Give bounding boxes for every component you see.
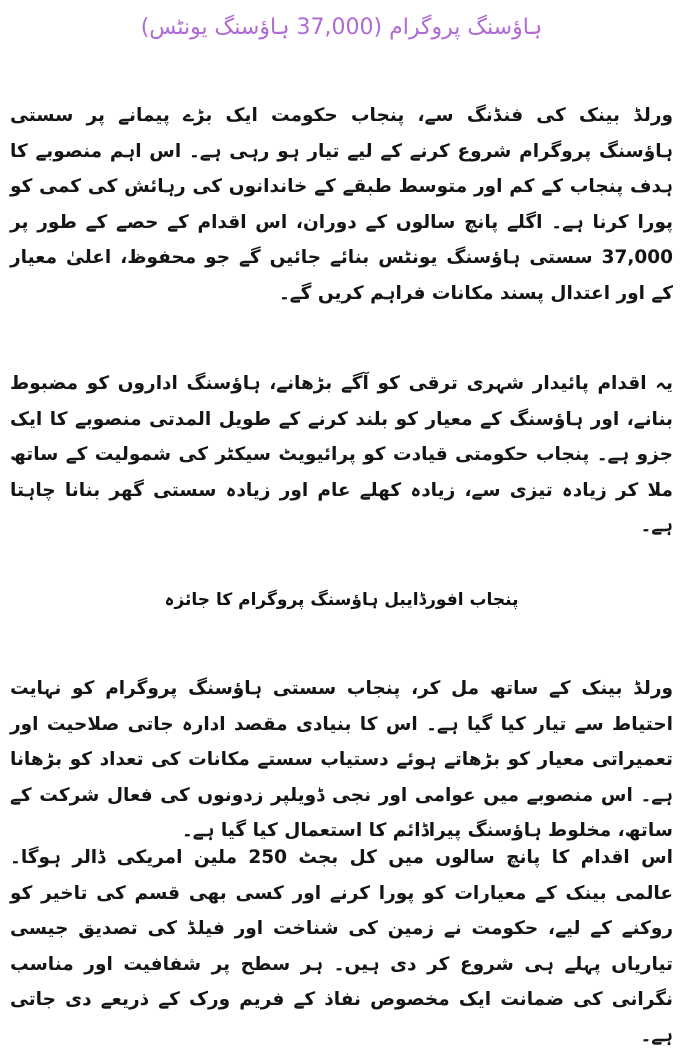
section-heading: پنجاب افورڈایبل ہاؤسنگ پروگرام کا جائزہ (164, 590, 519, 610)
overview-paragraph: ورلڈ بینک کے ساتھ مل کر، پنجاب سستی ہاؤسنگ پروگرام کو نہایت احتیاط سے تیار کیا گیا ہے۔ اس کا بنیادی مقصد ادارہ جاتی صلاحیت اور تعمیراتی معیار کو بڑھاتے ہوئے دستیاب سستے مکانات کی تعداد کو بڑھانا ہے۔ اس منصوبے میں عوامی اور نجی ڈویلپر زدونوں کی فعال شرکت کے ساتھ، مخلوط ہاؤسنگ پیراڈائم کا استعمال کیا گیا ہے۔ (10, 678, 673, 841)
page-title: ہاؤسنگ پروگرام (37,000 ہاؤسنگ یونٹس) (140, 15, 543, 40)
vision-paragraph: یہ اقدام پائیدار شہری ترقی کو آگے بڑھانے، ہاؤسنگ اداروں کو مضبوط بنانے، اور ہاؤسنگ کے معیار کو بلند کرنے کے طویل المدتی منصوبے کا ایک جزو ہے۔ پنجاب حکومتی قیادت کو پرائیویٹ سیکٹر کی شمولیت کے ساتھ ملا کر زیادہ تیزی سے، زیادہ کھلے عام اور زیادہ سستی گھر بنانا چاہتا ہے۔ (10, 373, 673, 536)
budget-paragraph: اس اقدام کا پانچ سالوں میں کل بجٹ 250 ملین امریکی ڈالر ہوگا۔ عالمی بینک کے معیارات کو پورا کرنے اور کسی بھی قسم کی تاخیر کو روکنے کے لیے، حکومت نے زمین کی شناخت اور فیلڈ کی تصدیق جیسی تیاریاں پہلے ہی شروع کر دی ہیں۔ ہر سطح پر شفافیت اور مناسب نگرانی کی ضمانت ایک مخصوص نفاذ کے فریم ورک کے ذریعے دی جاتی ہے۔ (10, 847, 673, 1046)
intro-paragraph: ورلڈ بینک کی فنڈنگ سے، پنجاب حکومت ایک بڑے پیمانے پر سستی ہاؤسنگ پروگرام شروع کرنے کے لیے تیار ہو رہی ہے۔ اس اہم منصوبے کا ہدف پنجاب کے کم اور متوسط طبقے کے خاندانوں کی رہائش کی کمی کو پورا کرنا ہے۔ اگلے پانچ سالوں کے دوران، اس اقدام کے حصے کے طور پر 37,000 سستی ہاؤسنگ یونٹس بنائے جائیں گے جو محفوظ، اعلیٰ معیار کے اور اعتدال پسند مکانات فراہم کریں گے۔ (10, 105, 673, 304)
